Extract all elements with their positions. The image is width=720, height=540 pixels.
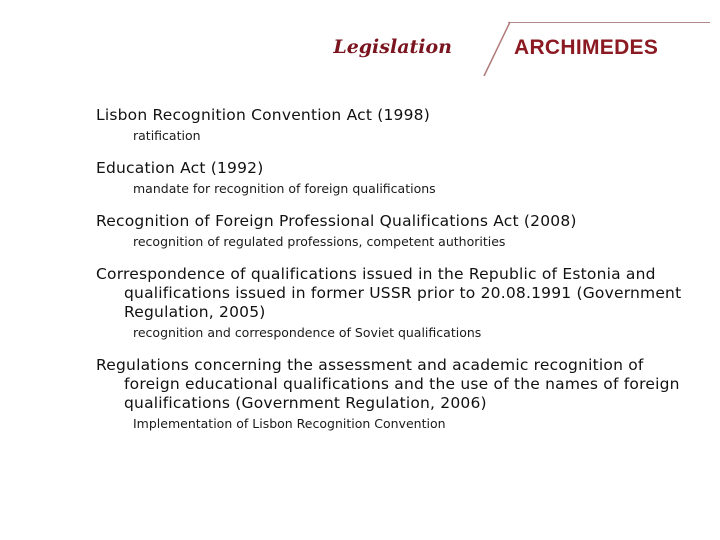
item-title: Education Act (1992) [96,159,264,177]
item-subtitle: recognition and correspondence of Soviet qualifications [133,325,482,340]
list-item [96,159,696,197]
archimedes-logo: ARCHIMEDES [514,36,659,59]
item-title: Correspondence of qualifications issued in the Republic of Estonia and qualifications issued in former USSR prior to 20.08.1991 (Government Regulation, 2005) [96,265,682,321]
item-subtitle: recognition of regulated professions, competent authorities [133,234,506,249]
item-title: Regulations concerning the assessment and academic recognition of foreign educational qualifications and the use of the names of foreign qualifications (Government Regulation, 2006) [96,356,680,412]
list-item [96,106,696,144]
list-item [96,212,696,250]
item-title: Recognition of Foreign Professional Qualifications Act (2008) [96,212,577,230]
page-title: Legislation [333,36,452,58]
item-title: Lisbon Recognition Convention Act (1998) [96,106,430,124]
logo-slash-icon [478,20,512,80]
item-subtitle: Implementation of Lisbon Recognition Convention [133,416,446,431]
list-item [96,265,696,341]
list-item [96,356,696,432]
item-subtitle: mandate for recognition of foreign qualifications [133,181,436,196]
item-subtitle: ratification [133,128,201,143]
legislation-list [96,106,696,447]
header-divider [508,22,710,23]
